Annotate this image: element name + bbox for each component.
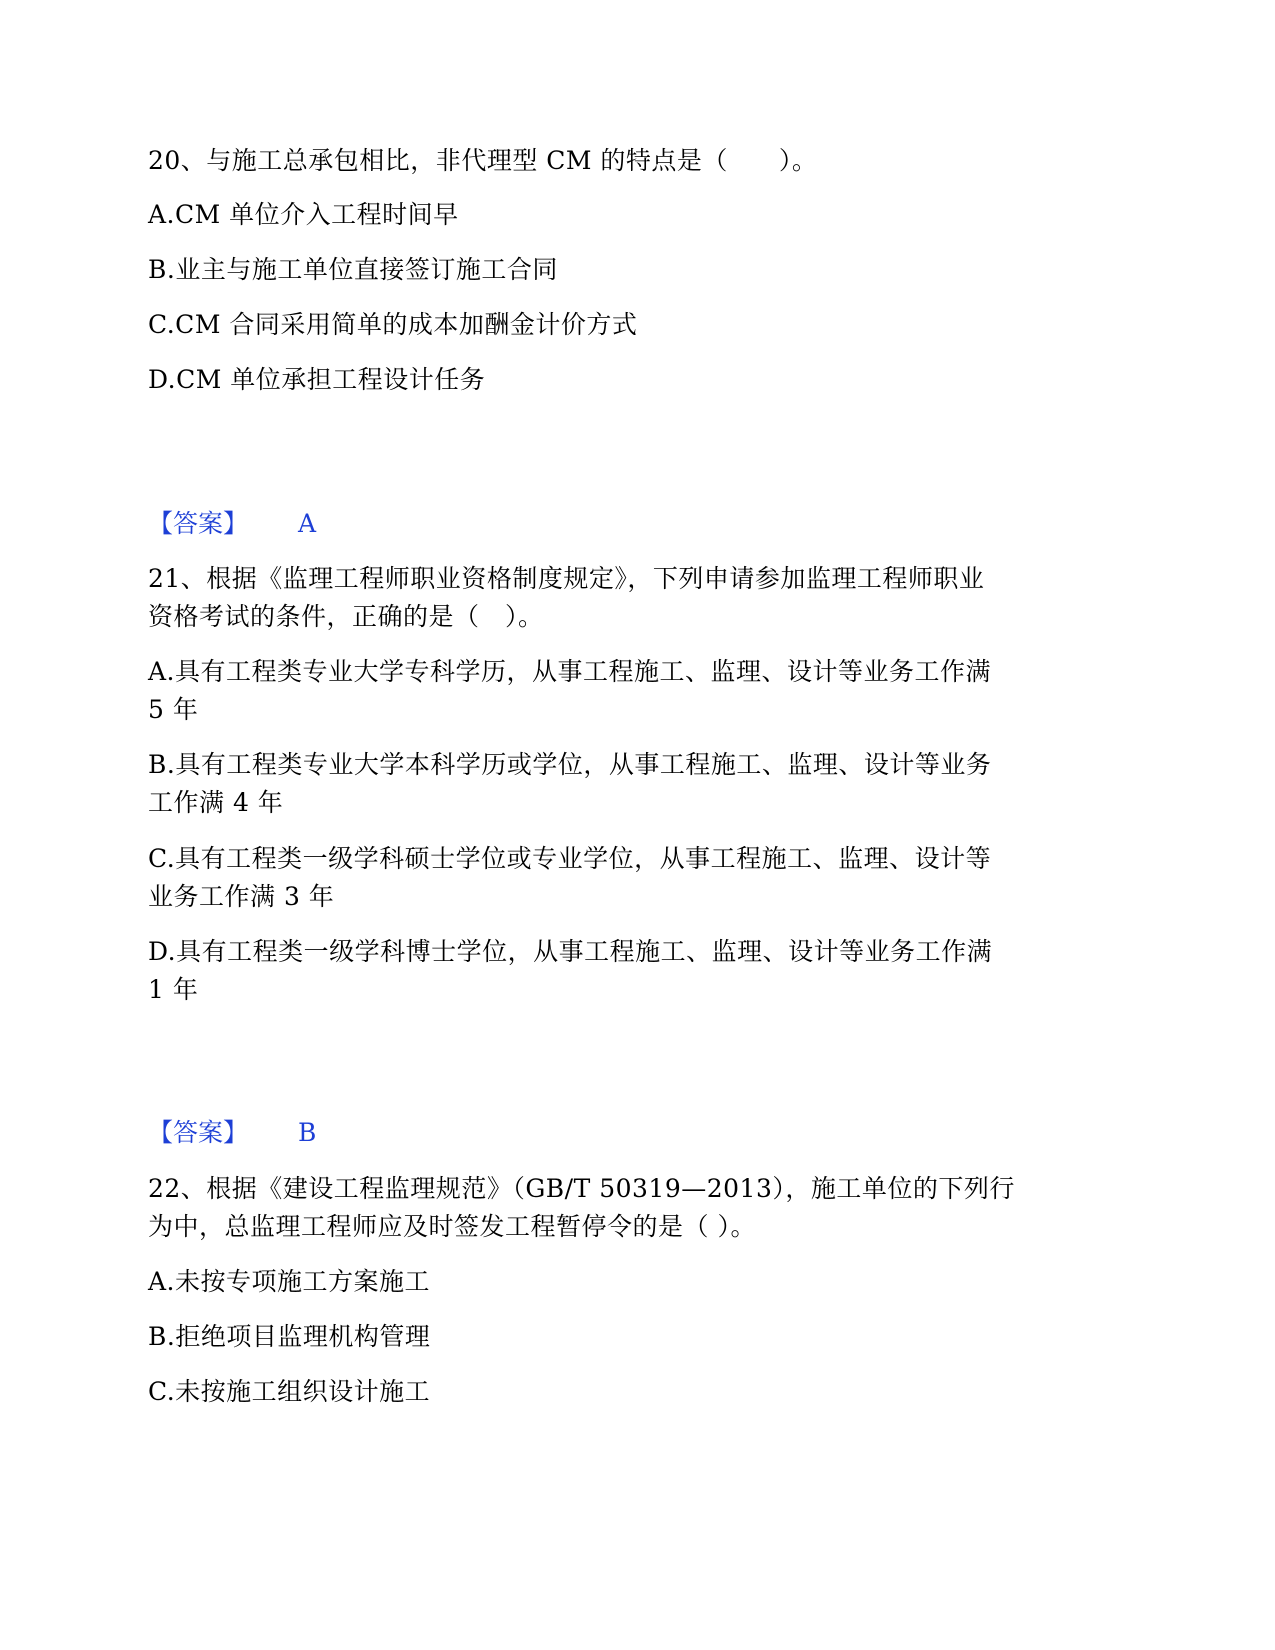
question-20-option-d: D.CM 单位承担工程设计任务 [148, 365, 486, 394]
question-20-option-b: B.业主与施工单位直接签订施工合同 [148, 255, 558, 284]
question-21-stem-line-1: 21、根据《监理工程师职业资格制度规定》，下列申请参加监理工程师职业 [148, 564, 985, 593]
answer-value: A [298, 509, 317, 538]
question-21-option-d-line-1: D.具有工程类一级学科博士学位，从事工程施工、监理、设计等业务工作满 [148, 937, 993, 966]
question-20-option-a: A.CM 单位介入工程时间早 [148, 200, 459, 229]
question-21-option-d-line-2: 1 年 [148, 975, 199, 1004]
answer-label: 【答案】 [148, 1118, 249, 1147]
answer-label: 【答案】 [148, 509, 249, 538]
question-22-option-b: B.拒绝项目监理机构管理 [148, 1322, 431, 1351]
question-20-stem: 20、与施工总承包相比，非代理型 CM 的特点是（ ）。 [148, 146, 818, 175]
question-21-option-b-line-2: 工作满 4 年 [148, 788, 284, 817]
question-20-answer [148, 507, 316, 541]
question-22-option-a: A.未按专项施工方案施工 [148, 1267, 431, 1296]
question-21-option-c-line-1: C.具有工程类一级学科硕士学位或专业学位，从事工程施工、监理、设计等 [148, 844, 992, 873]
question-21-option-a-line-1: A.具有工程类专业大学专科学历，从事工程施工、监理、设计等业务工作满 [148, 657, 992, 686]
question-21-stem-line-2: 资格考试的条件，正确的是（ ）。 [148, 602, 544, 631]
question-20-option-c: C.CM 合同采用简单的成本加酬金计价方式 [148, 310, 638, 339]
question-22-option-c: C.未按施工组织设计施工 [148, 1377, 431, 1406]
question-22-stem-line-2: 为中，总监理工程师应及时签发工程暂停令的是（ ）。 [148, 1212, 756, 1241]
question-21-option-b-line-1: B.具有工程类专业大学本科学历或学位，从事工程施工、监理、设计等业务 [148, 750, 992, 779]
question-21-answer [148, 1116, 316, 1150]
question-21-option-a-line-2: 5 年 [148, 695, 199, 724]
question-22-stem-line-1: 22、根据《建设工程监理规范》（GB/T 50319—2013），施工单位的下列行 [148, 1174, 1015, 1203]
answer-value: B [298, 1118, 317, 1147]
question-21-option-c-line-2: 业务工作满 3 年 [148, 882, 335, 911]
